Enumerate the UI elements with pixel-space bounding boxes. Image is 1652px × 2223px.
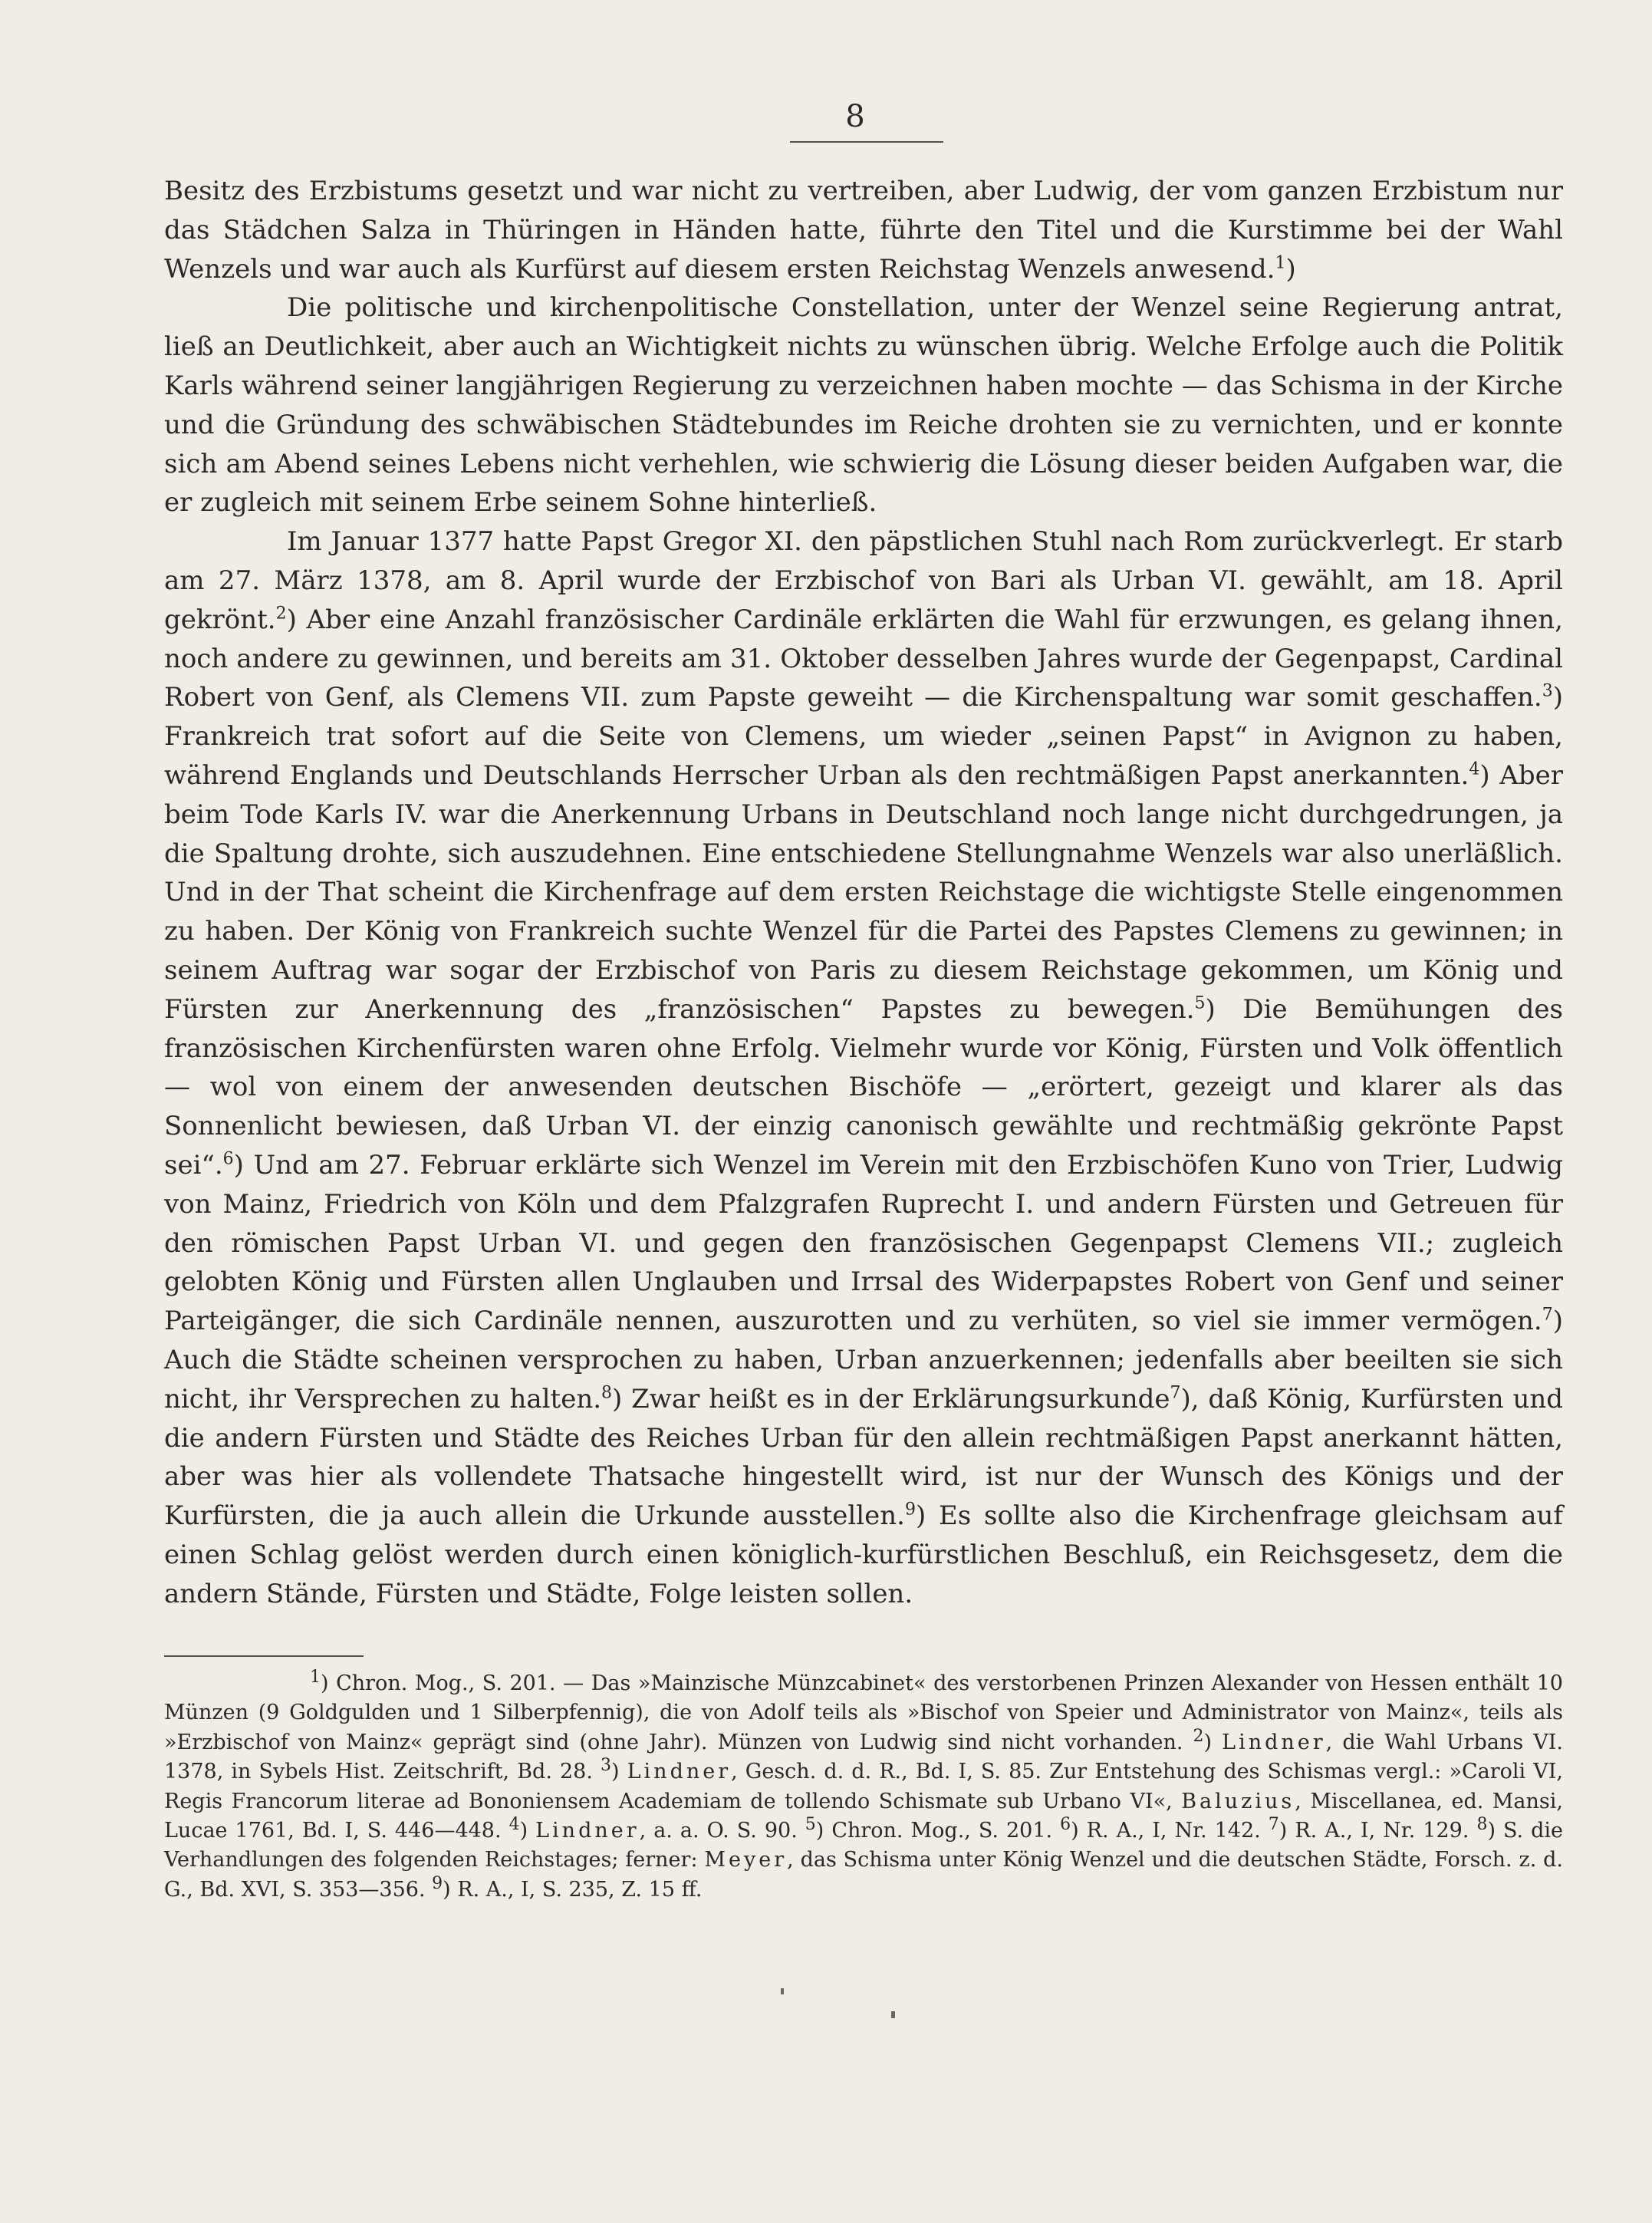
- footnote-number: 9: [432, 1873, 443, 1893]
- author-name: Lindner: [1222, 1730, 1326, 1754]
- footnote-rule: [164, 1655, 364, 1657]
- footnote-ref: 3: [1542, 682, 1553, 702]
- footnote-ref: 8: [601, 1383, 613, 1403]
- page-number: 8: [845, 99, 865, 134]
- footnotes: [164, 1669, 1563, 1905]
- paragraph-2: Die politische und kirchenpolitische Constellation, unter der Wenzel seine Regierung antrat, ließ an Deutlichkeit, aber auch an Wichtigkeit nichts zu wünschen übrig. Welche Erfolge auch die Politik Karls während seiner langjährigen Regierung zu verzeichnen haben mochte — das Schisma in der Kirche und die Gründung des schwäbischen Städtebundes im Reiche drohten sie zu vernichten, und er konnte sich am Abend seines Lebens nicht verhehlen, wie schwierig die Lösung dieser beiden Aufgaben war, die er zugleich mit seinem Erbe seinem Sohne hinterließ.: [164, 292, 1563, 519]
- footnote-number: 3: [601, 1756, 611, 1776]
- footnote-ref: 2: [275, 604, 287, 624]
- footnote-ref: 9: [904, 1500, 916, 1520]
- footnote-ref: 1: [1275, 253, 1286, 273]
- paragraph-1: Besitz des Erzbistums gesetzt und war nicht zu vertreiben, aber Ludwig, der vom ganzen Erzbistum nur das Städchen Salza in Thüringen in Händen hatte, führte den Titel und die Kurstimme bei der Wahl Wenzels und war auch als Kurfürst auf diesem ersten Reichstag Wenzels anwesend.$^1$): [164, 176, 1563, 285]
- footnote-ref: 6: [222, 1149, 234, 1169]
- footnote-number: 4: [508, 1815, 520, 1835]
- footnote-block: $^1$) Chron. Mog., S. 201. — Das »Mainzische Münzcabinet« des verstorbenen Prinzen Alexander von Hessen enthält 10 Münzen (9 Goldgulden und 1 Silberpfennig), die von Adolf teils als »Bischof von Speier und Administrator von Mainz«, teils als »Erzbischof von Mainz« geprägt sind (ohne Jahr). Münzen von Ludwig sind nicht vorhanden. $^2$) Lindner, die Wahl Urbans VI. 1378, in Sybels Hist. Zeitschrift, Bd. 28. $^3$) Lindner, Gesch. d. d. R., Bd. I, S. 85. Zur Entstehung des Schismas vergl.: »Caroli VI, Regis Francorum literae ad Bononiensem Academiam de tollendo Schismate sub Urbano VI«, Baluzius, Miscellanea, ed. Mansi, Lucae 1761, Bd. I, S. 446—448. $^4$) Lindner, a. a. O. S. 90. $^5$) Chron. Mog., S. 201. $^6$) R. A., I, Nr. 142. $^7$) R. A., I, Nr. 129. $^8$) S. die Verhandlungen des folgenden Reichstages; ferner: Meyer, das Schisma unter König Wenzel und die deutschen Städte, Forsch. z. d. G., Bd. XVI, S. 353—356. $^9$) R. A., I, S. 235, Z. 15 ff.: [164, 1668, 1563, 1902]
- footnote-ref: 7: [1170, 1383, 1181, 1403]
- footnote-ref: 7: [1542, 1305, 1553, 1325]
- paragraph-3: Im Januar 1377 hatte Papst Gregor XI. den päpstlichen Stuhl nach Rom zurückverlegt. Er starb am 27. März 1378, am 8. April wurde der Erzbischof von Bari als Urban VI. gewählt, am 18. April gekrönt.$^2$) Aber eine Anzahl französischer Cardinäle erklärten die Wahl für erzwungen, es gelang ihnen, noch andere zu gewinnen, und bereits am 31. Oktober desselben Jahres wurde der Gegenpapst, Cardinal Robert von Genf, als Clemens VII. zum Papste geweiht — die Kirchenspaltung war somit geschaffen.$^3$) Frankreich trat sofort auf die Seite von Clemens, um wieder „seinen Papst“ in Avignon zu haben, während Englands und Deutschlands Herrscher Urban als den rechtmäßigen Papst anerkannten.$^4$) Aber beim Tode Karls IV. war die Anerkennung Urbans in Deutschland noch lange nicht durchgedrungen, ja die Spaltung drohte, sich auszudehnen. Eine entschiedene Stellungnahme Wenzels war also unerläßlich. Und in der That scheint die Kirchenfrage auf dem ersten Reichstage die wichtigste Stelle eingenommen zu haben. Der König von Frankreich suchte Wenzel für die Partei des Papstes Clemens zu gewinnen; in seinem Auftrag war sogar der Erzbischof von Paris zu diesem Reichstage gekommen, um König und Fürsten zur Anerkennung des „französischen“ Papstes zu bewegen.$^5$) Die Bemühungen des französischen Kirchenfürsten waren ohne Erfolg. Vielmehr wurde vor König, Fürsten und Volk öffentlich — wol von einem der anwesenden deutschen Bischöfe — „erörtert, gezeigt und klarer als das Sonnenlicht bewiesen, daß Urban VI. der einzig canonisch gewählte und rechtmäßig gekrönte Papst sei“.$^6$) Und am 27. Februar erklärte sich Wenzel im Verein mit den Erzbischöfen Kuno von Trier, Ludwig von Mainz, Friedrich von Köln und dem Pfalzgrafen Ruprecht I. und andern Fürsten und Getreuen für den römischen Papst Urban VI. und gegen den französischen Gegenpapst Clemens VII.; zugleich gelobten König und Fürsten allen Unglauben und Irrsal des Widerpapstes Robert von Genf und seiner Parteigänger, die sich Cardinäle nennen, auszurotten und zu verhüten, so viel sie immer vermögen.$^7$) Auch die Städte scheinen versprochen zu haben, Urban anzuerkennen; jedenfalls aber beeilten sie sich nicht, ihr Versprechen zu halten.$^8$) Zwar heißt es in der Erklärungsurkunde$^7$), daß König, Kurfürsten und die andern Fürsten und Städte des Reiches Urban für den allein rechtmäßigen Papst anerkannt hätten, aber was hier als vollendete Thatsache hingestellt wird, ist nur der Wunsch des Königs und der Kurfürsten, die ja auch allein die Urkunde ausstellen.$^9$) Es sollte also die Kirchenfrage gleichsam auf einen Schlag gelöst werden durch einen königlich-kurfürstlichen Beschluß, ein Reichsgesetz, dem die andern Stände, Fürsten und Städte, Folge leisten sollen.: [164, 526, 1564, 1609]
- page-number-rule: [790, 141, 943, 143]
- footnote-ref: 4: [1469, 759, 1480, 779]
- footnote-number: 6: [1060, 1815, 1071, 1835]
- footnote-number: 7: [1268, 1815, 1279, 1835]
- footnote-number: 8: [1476, 1815, 1488, 1835]
- footnote-number: 5: [805, 1815, 816, 1835]
- scan-speck: [781, 1988, 784, 1994]
- footnote-number: 2: [1193, 1726, 1204, 1746]
- author-name: Lindner: [627, 1760, 732, 1784]
- footnote-number: 1: [310, 1668, 321, 1687]
- author-name: Lindner: [535, 1819, 640, 1843]
- footnote-ref: 5: [1194, 993, 1206, 1013]
- author-name: Meyer: [704, 1848, 788, 1872]
- author-name: Baluzius: [1181, 1789, 1295, 1813]
- scan-speck: [891, 2011, 895, 2018]
- main-text: [164, 172, 1563, 1613]
